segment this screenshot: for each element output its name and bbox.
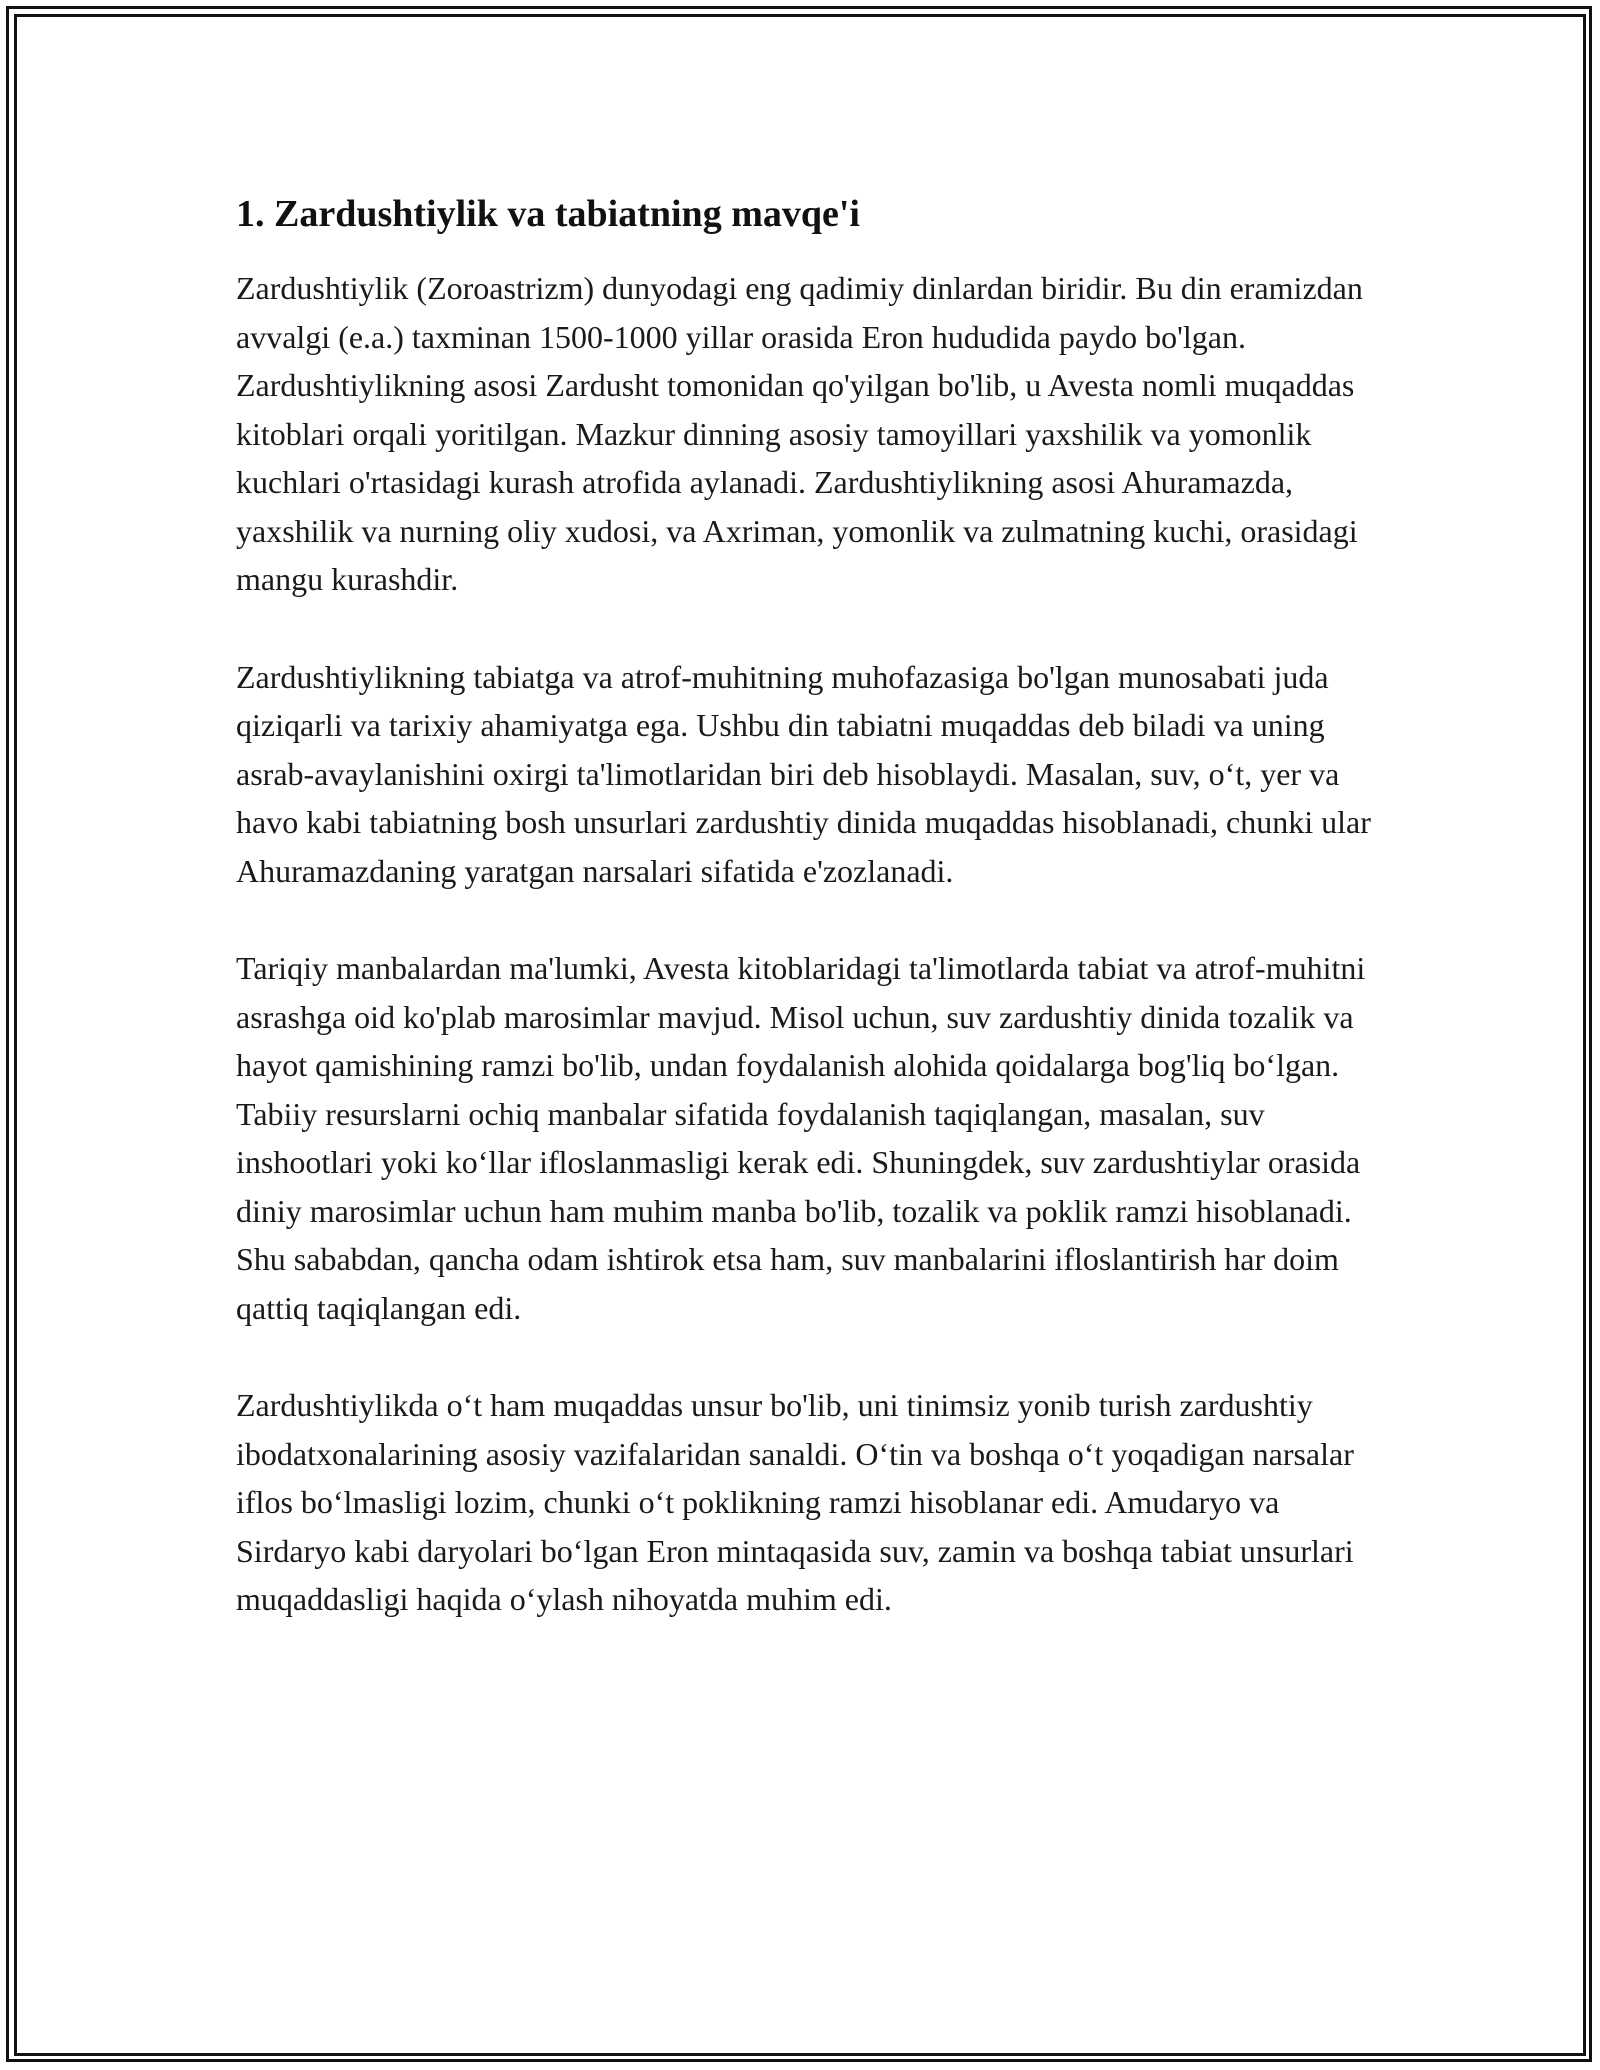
document-body bbox=[236, 186, 1376, 1624]
paragraph-water-rituals: Tariqiy manbalardan ma'lumki, Avesta kitoblaridagi ta'limotlarda tabiat va atrof-muhitni asrashga oid ko'plab marosimlar mavjud. Misol uchun, suv zardushtiy dinida tozalik va hayot qamishining ramzi bo'lib, undan foydalanish alohida qoidalarga bog'liq boʻlgan. Tabiiy resurslarni ochiq manbalar sifatida foydalanish taqiqlangan, masalan, suv inshootlari yoki koʻllar ifloslanmasligi kerak edi. Shuningdek, suv zardushtiylar orasida diniy marosimlar uchun ham muhim manba bo'lib, tozalik va poklik ramzi hisoblanadi. Shu sababdan, qancha odam ishtirok etsa ham, suv manbalarini ifloslantirish har doim qattiq taqiqlangan edi. bbox=[236, 950, 1366, 1326]
paragraph-intro: Zardushtiylik (Zoroastrizm) dunyodagi eng qadimiy dinlardan biridir. Bu din eramizdan avvalgi (e.a.) taxminan 1500-1000 yillar orasida Eron hududida paydo bo'lgan. Zardushtiylikning asosi Zardusht tomonidan qo'yilgan bo'lib, u Avesta nomli muqaddas kitoblari orqali yoritilgan. Mazkur dinning asosiy tamoyillari yaxshilik va yomonlik kuchlari o'rtasidagi kurash atrofida aylanadi. Zardushtiylikning asosi Ahuramazda, yaxshilik va nurning oliy xudosi, va Axriman, yomonlik va zulmatning kuchi, orasidagi mangu kurashdir. bbox=[236, 270, 1363, 597]
paragraph-fire-sacred: Zardushtiylikda oʻt ham muqaddas unsur bo'lib, uni tinimsiz yonib turish zardushtiy ibodatxonalarining asosiy vazifalaridan sanaldi. Oʻtin va boshqa oʻt yoqadigan narsalar iflos boʻlmasligi lozim, chunki oʻt poklikning ramzi hisoblanar edi. Amudaryo va Sirdaryo kabi daryolari boʻlgan Eron mintaqasida suv, zamin va boshqa tabiat unsurlari muqaddasligi haqida oʻylash nihoyatda muhim edi. bbox=[236, 1387, 1354, 1617]
paragraph-nature-attitude: Zardushtiylikning tabiatga va atrof-muhitning muhofazasiga bo'lgan munosabati juda qiziqarli va tarixiy ahamiyatga ega. Ushbu din tabiatni muqaddas deb biladi va uning asrab-avaylanishini oxirgi ta'limotlaridan biri deb hisoblaydi. Masalan, suv, oʻt, yer va havo kabi tabiatning bosh unsurlari zardushtiy dinida muqaddas hisoblanadi, chunki ular Ahuramazdaning yaratgan narsalari sifatida e'zozlanadi. bbox=[236, 658, 1371, 889]
section-title: 1. Zardushtiylik va tabiatning mavqe'i bbox=[236, 193, 860, 235]
